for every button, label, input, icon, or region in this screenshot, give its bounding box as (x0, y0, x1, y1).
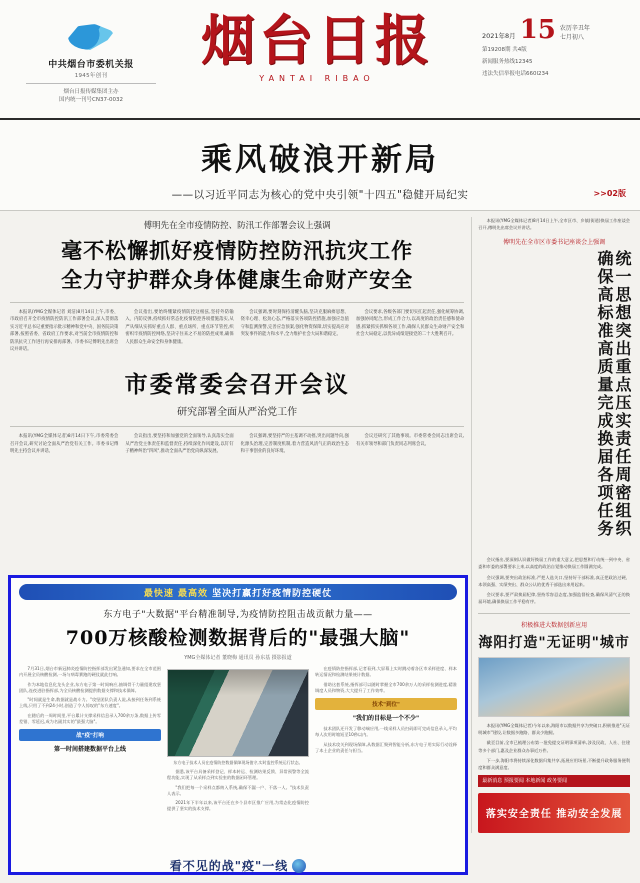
lead-body-columns (10, 309, 464, 356)
newspaper-logo-icon (68, 20, 114, 54)
side-news-strip[interactable]: 最新消息 预报要闻 本地新闻 政务要闻 (478, 775, 630, 787)
side-body: 会议指出,要深刻认识做好换届工作的重大意义,把思想和行动统一到中央、省委和市委的部署要求上来,以高度的政治自觉推动换届工作圆满完成。 会议强调,要突出政治标准,严把人选关口,坚持好干部标准,真正把政治过硬、本领高强、实绩突出、群众公认的优秀干部选出来用起来。 会议要求,要严肃换届纪律,坚持零容忍态度,加强监督检查,确保风清气正的换届环境,确保换届工作平稳有序。 (478, 557, 630, 604)
side-divider (478, 613, 630, 614)
publisher-founded: 1945年创刊 (74, 73, 108, 79)
second-divider (10, 426, 464, 427)
feature-banner-text: 坚决打赢打好疫情防控硬仗 (212, 588, 333, 599)
top-banner (0, 120, 640, 211)
side-kicker: 傅明先在全市区市委书记座谈会上强调 (503, 239, 606, 247)
side-feature-kicker: 积极推进大数据创新应用 (521, 622, 588, 630)
lead-col-2: 会议指出,要始终绷紧疫情防控这根弦,坚持外防输入、内防反弹,持续抓好常态化疫情防控各项措施落实,从严从细从实抓好重点人群、重点场所、重点环节管控,织密织牢疫情防控网络,坚决守住来之不易的防控成果,确保人民群众生命安全和身体健康。 (125, 310, 234, 345)
feature-footer-badge-icon (292, 859, 306, 873)
feature-col-1: 7月31日,烟台市新冠肺炎疫情防控指挥部发出紧急通知,要求在全市范围内开展全员核酸检测,一场与病毒赛跑的硬仗就此打响。 作为本地信息化龙头企业,东方电子第一时间响应,抽调骨干力量组建攻坚团队,连夜进驻指挥部,为全员核酸检测提供数据支撑和技术保障。 "时间就是生命,数据就是战斗力。"攻坚团队负责人说,从接到任务到系统上线,只用了不到24小时,创造了令人惊叹的"东方速度"。 在随后的一周时间里,平台累计支撑采样信息录入700余万条,数据上传零差错、零延迟,成为名副其实的"最强大脑"。 战"疫"打响 第一时间搭建数据平台上线 (19, 666, 161, 754)
second-col-4: 会议还研究了其他事项。市委常委会同志出席会议,有关市领导和部门负责同志列席会议。 (355, 434, 465, 447)
masthead-divider (26, 83, 156, 84)
banner-page-ref[interactable]: >>02版 (593, 189, 626, 198)
side-intro: 本报讯(YMG全媒体记者)8月14日上午,全市区市、乡镇(街道)换届工作座谈会召开,傅明先出席会议并讲话。 (478, 218, 630, 231)
highlighted-feature-box[interactable] (8, 575, 468, 875)
publisher-name: 中共烟台市委机关报 (48, 60, 134, 70)
lead-headline-line2: 全力守护群众身体健康生命财产安全 (61, 267, 414, 292)
second-subhead: 研究部署全面从严治党工作 (177, 407, 298, 419)
side-vertical-headline (478, 250, 630, 550)
side-feature-photo (478, 657, 630, 717)
side-vheadline-line2: 确保高标准高质量完成换届各项任务 (595, 250, 614, 539)
feature-photo (167, 669, 309, 757)
feature-tag-blue: 战"疫"打响 (19, 729, 161, 741)
lead-col-4: 会议要求,各级各部门要切实扛起责任,强化统筹协调,加强协同配合,形成工作合力,以高度的政治责任感和使命感,抓紧抓实抓细各项工作,确保人民群众生命财产安全和社会大局稳定,以优异成绩迎接党的二十大胜利召开。 (355, 310, 465, 338)
second-body-columns (10, 433, 464, 458)
issue-meta-1: 第19208期 共4版 (482, 47, 527, 53)
feature-kicker: 东方电子"大数据"平台精准制导,为疫情防控阻击战贡献力量—— (103, 610, 373, 620)
feature-col-3: 在疫情防控指挥部,记者看到,大屏幕上实时跳动着各区市采样进度、样本转运情况和检测结果统计数据。 借助这套系统,指挥部可以随时掌握全市700余万人的采样检测进度,精准调度人员和物资,大大提升了工作效率。 技术"到位" "我们的目标是一个不少" 技术团队还开发了移动端应用,一线采样人员扫码即可完成信息录入,平均每人次用时缩短至10秒以内。 从技术攻关到现场保障,从数据汇聚到智能分析,东方电子用实际行动诠释了本土企业的责任与担当。 (315, 666, 457, 754)
issue-day: 15 (519, 15, 556, 45)
masthead-title-wrap (172, 8, 462, 83)
issue-lunar: 七月初八 (559, 34, 584, 41)
second-col-2: 会议指出,要坚持和加强党的全面领导,认真落实全面从严治党主体责任和监督责任,持续深化作风建设,以钉钉子精神纠治"四风",推动全面从严治党向纵深发展。 (125, 434, 234, 455)
second-headline: 市委常委会召开会议 (124, 371, 350, 399)
lead-kicker: 傅明先在全市疫情防控、防汛工作部署会议上强调 (143, 221, 331, 231)
side-feature-body: 本报讯(YMG全媒体记者)今年以来,海阳市以数据共享为突破口,积极推进"无证明城市"建设,让数据多跑路、群众少跑腿。 截至目前,全市已梳理公布第一批免提交证明事项清单,涉及民政、人社、住建等多个部门,惠及企业群众办事近万件。 下一步,海阳市将持续深化数据归集共享,拓展应用场景,不断提升政务服务便利度和群众满意度。 (478, 723, 630, 770)
masthead-publisher (16, 20, 166, 105)
issue-meta-2: 新闻服务热线12345 (482, 58, 533, 65)
feature-byline: YMG全媒体记者 董晓梅 通讯员 孙东基 摄影报道 (184, 655, 292, 661)
issue-weekday: 农历辛丑年 (559, 25, 590, 32)
banner-subhead: ——以习近平同志为核心的党中央引领"十四五"稳健开局纪实 (171, 189, 469, 201)
second-col-3: 会议强调,要坚持严的主基调不动摇,突出问题导向,强化源头治理,完善制度机制,着力营造风清气正的政治生态和干事创业的良好环境。 (240, 434, 349, 455)
issue-meta-3: 违法失信举报电话660l234 (482, 70, 549, 77)
side-vheadline-line1: 统一思想突出重点压实责任周密组织 (613, 250, 632, 539)
feature-banner-highlight: 最快速 最高效 (143, 588, 208, 599)
publisher-line-2: 国内统一刊号CN37-0032 (59, 97, 123, 104)
side-column (471, 217, 630, 833)
feature-columns (19, 666, 457, 862)
masthead-dateblock (482, 15, 628, 78)
second-col-1: 本报讯(YMG全媒体记者)8月14日下午,市委常委会召开会议,研究讨论全面从严治党有关工作。市委书记傅明先主持会议并讲话。 (10, 434, 119, 455)
newspaper-pinyin: YANTAI RIBAO (259, 74, 375, 83)
lead-divider (10, 302, 464, 303)
feature-col-2: 东方电子技术人员在疫情防控数据保障现场值守,实时监控系统运行状态。 据悉,该平台具备采样登记、样本转运、检测结果反馈、异常预警等全流程功能,实现了从采样点到实验室的数据闭环管理。 "我们把每一个采样点都纳入系统,确保不漏一户、不落一人。"技术负责人表示。 2021年下半年以来,该平台还在多个县市区推广应用,为常态化疫情防控提供了坚实的技术支撑。 (167, 666, 309, 862)
feature-headline: 700万核酸检测数据背后的"最强大脑" (65, 627, 411, 649)
side-feature-title: 海阳打造"无证明"城市 (478, 635, 630, 652)
lead-col-3: 会议强调,要时刻保持清醒头脑,坚决克服麻痹思想、侥幸心理、松劲心态,严格落实各项防控措施,加强应急值守和监测预警,完善应急预案,强化物资保障,切实提高应对突发事件的能力和水平,全力维护社会大局和谐稳定。 (240, 310, 349, 338)
feature-tag-yellow: 技术"到位" (315, 698, 457, 710)
side-advertisement[interactable]: 落实安全责任 推动安全发展 (478, 793, 630, 833)
newspaper-title: 烟台日报 (201, 8, 433, 72)
masthead (0, 0, 640, 120)
feature-quote-blue: 第一时间搭建数据平台上线 (53, 746, 126, 754)
banner-headline: 乘风破浪开新局 (201, 142, 439, 178)
feature-photo-caption: 东方电子技术人员在疫情防控数据保障现场值守,实时监控系统运行状态。 (173, 760, 303, 765)
feature-banner (19, 584, 457, 600)
lead-col-1: 本报讯(YMG全媒体记者 刘洁)8月14日上午,市委、市政府召开全市疫情防控防汛工作部署会议,深入贯彻落实习近平总书记重要指示批示精神和党中央、国务院决策部署,按照省委、省政府工作要求,对当前全市疫情防控和防汛抗灾工作进行再安排再部署。市委书记傅明先出席会议并讲话。 (10, 310, 119, 352)
lead-headline-line1: 毫不松懈抓好疫情防控防汛抗灾工作 (61, 238, 414, 263)
feature-footer-text: 看不见的战"疫"一线 (169, 859, 289, 873)
feature-quote-yellow: "我们的目标是一个不少" (352, 715, 420, 723)
issue-date-prefix: 2021年8月 (482, 31, 516, 40)
publisher-line-1: 烟台日报传媒集团主办 (63, 89, 119, 95)
feature-footer (11, 855, 465, 874)
